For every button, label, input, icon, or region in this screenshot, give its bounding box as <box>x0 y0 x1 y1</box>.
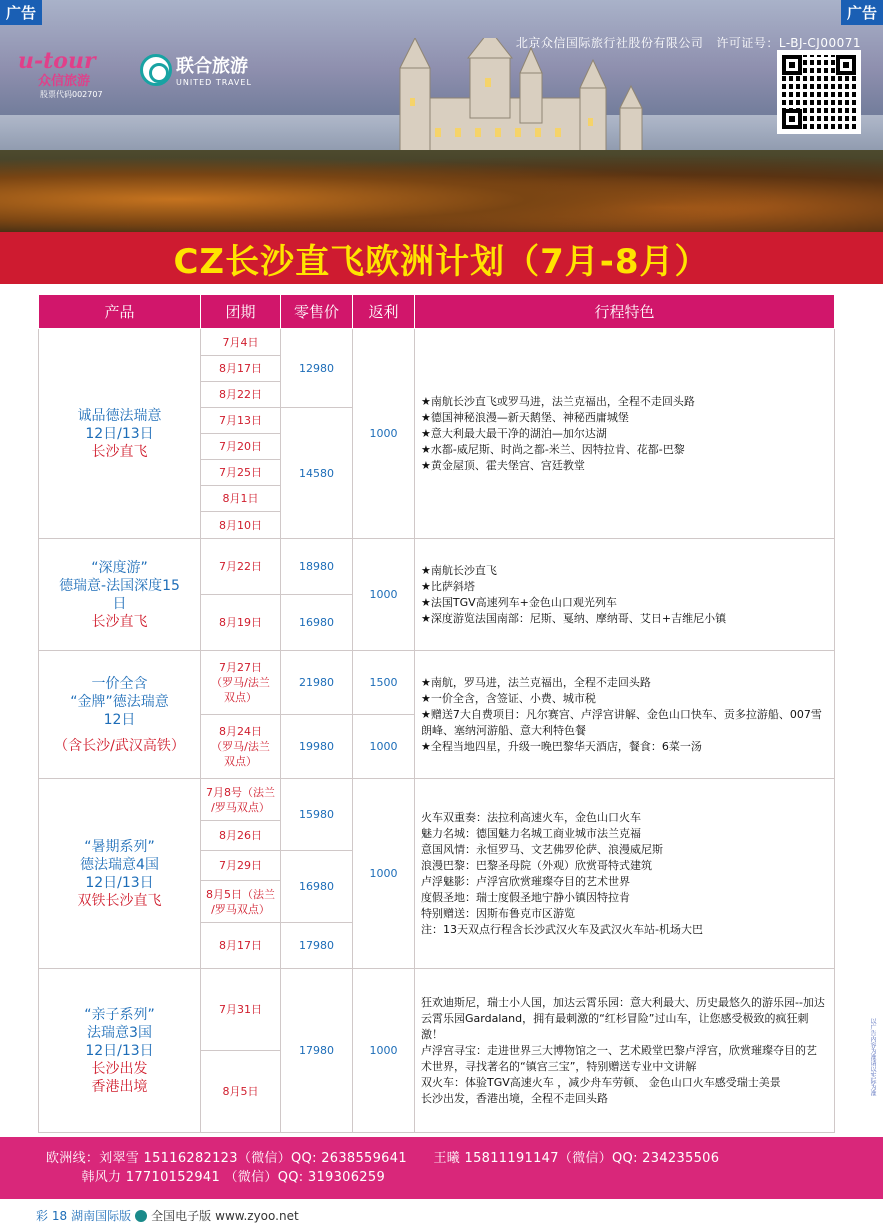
company-info <box>516 34 861 51</box>
price-cell: 17980 <box>281 923 353 969</box>
date-cell: 8月10日 <box>201 512 281 539</box>
features-cell <box>415 539 835 651</box>
product-line-red: 香港出境 <box>91 1078 148 1095</box>
feature-line: 度假圣地：瑞士度假圣地宁静小镇因特拉肯 <box>421 890 630 904</box>
date-cell: 8月5日（法兰 /罗马双点） <box>201 881 281 923</box>
banner-image <box>0 0 883 232</box>
page-number: 彩 18 <box>36 1209 68 1223</box>
feature-line: ★赠送7大自费项目：凡尔赛宫、卢浮宫讲解、金色山口快车、贡多拉游船、007雪朗峰、塞纳河游船、意大利特色餐 <box>421 707 822 737</box>
side-note: 以广告内容为准请以实际为准 <box>869 1018 876 1096</box>
feature-line: ★全程当地四星，升级一晚巴黎华天酒店，餐食：6菜一汤 <box>421 739 702 753</box>
ad-tag-left: 广告 <box>0 0 42 25</box>
header-features: 行程特色 <box>415 295 835 329</box>
edition-name: 湖南国际版 <box>71 1209 132 1223</box>
features-cell <box>415 969 835 1133</box>
ad-tag-right: 广告 <box>841 0 883 25</box>
product-line: 法瑞意3国 <box>87 1024 152 1041</box>
product-line: 12日 <box>103 711 136 728</box>
product-cell <box>39 969 201 1133</box>
date-cell: 7月31日 <box>201 969 281 1051</box>
product-line: 12日/13日 <box>85 425 154 442</box>
product-line: 12日/13日 <box>85 1042 154 1059</box>
feature-line: ★法国TGV高速列车+金色山口观光列车 <box>421 595 617 609</box>
header-rebate: 返利 <box>353 295 415 329</box>
price-cell: 21980 <box>281 651 353 715</box>
feature-line: ★黄金屋顶、霍夫堡宫、宫廷教堂 <box>421 458 585 472</box>
product-line: 一价全含 <box>91 675 148 692</box>
product-line: 德法瑞意4国 <box>80 856 159 873</box>
date-cell: 8月26日 <box>201 821 281 851</box>
feature-line: 浪漫巴黎：巴黎圣母院（外观）欣赏哥特式建筑 <box>421 858 652 872</box>
header-price: 零售价 <box>281 295 353 329</box>
price-cell: 16980 <box>281 595 353 651</box>
product-line: 12日/13日 <box>85 874 154 891</box>
rebate-cell: 1500 <box>353 651 415 715</box>
product-line-red: 长沙出发 <box>91 1060 148 1077</box>
utour-logo-text: u-tour <box>18 48 96 74</box>
feature-line: ★南航，罗马进，法兰克福出，全程不走回头路 <box>421 675 651 689</box>
feature-line: 火车双重奏：法拉利高速火车，金色山口火车 <box>421 810 641 824</box>
product-line-red: （含长沙/武汉高铁） <box>54 737 185 754</box>
date-cell: 7月22日 <box>201 539 281 595</box>
date-cell: 8月22日 <box>201 382 281 408</box>
product-line-red: 双铁长沙直飞 <box>77 892 162 909</box>
rebate-cell: 1000 <box>353 779 415 969</box>
qr-corner <box>782 109 802 129</box>
united-travel-icon <box>140 54 172 86</box>
brand-icon <box>135 1210 147 1222</box>
price-cell: 18980 <box>281 539 353 595</box>
date-cell: 8月17日 <box>201 356 281 382</box>
date-cell: 7月20日 <box>201 434 281 460</box>
table-row <box>39 539 835 595</box>
product-line: “金牌”德法瑞意 <box>70 693 169 710</box>
feature-line: 魅力名城：德国魅力名城工商业城市法兰克福 <box>421 826 641 840</box>
header-dates: 团期 <box>201 295 281 329</box>
product-line: “深度游” <box>91 559 148 576</box>
product-line-red: 长沙直飞 <box>91 613 148 630</box>
feature-line: 卢浮宫寻宝：走进世界三大博物馆之一、艺术殿堂巴黎卢浮宫，欣赏璀璨夺目的艺术世界，寻找著名的“镇宫三宝”，特别赠送专业中文讲解 <box>421 1043 817 1073</box>
feature-line: 长沙出发，香港出境，全程不走回头路 <box>421 1091 608 1105</box>
footer <box>36 1207 299 1224</box>
contact-line: 欧洲线：刘翠雪 15116282123（微信）QQ: 2638559641 王曦 15811191147（微信）QQ: 234235506 <box>46 1151 720 1166</box>
product-line: 诚品德法瑞意 <box>77 407 162 424</box>
product-line: “暑期系列” <box>84 838 155 855</box>
product-line: 日 <box>112 595 127 612</box>
feature-line: ★南航长沙直飞 <box>421 563 497 577</box>
features-cell <box>415 779 835 969</box>
date-cell: 7月4日 <box>201 329 281 356</box>
rebate-cell: 1000 <box>353 539 415 651</box>
date-cell: 7月25日 <box>201 460 281 486</box>
itinerary-table <box>38 294 835 1133</box>
page-title: CZ长沙直飞欧洲计划（7月-8月） <box>173 241 710 282</box>
feature-line: ★一价全含，含签证、小费、城市税 <box>421 691 596 705</box>
utour-logo <box>18 48 103 100</box>
features-cell <box>415 651 835 779</box>
product-cell <box>39 779 201 969</box>
feature-line: 卢浮魅影：卢浮宫欣赏璀璨夺目的艺术世界 <box>421 874 630 888</box>
product-cell <box>39 539 201 651</box>
table-header-row <box>39 295 835 329</box>
date-cell: 7月13日 <box>201 408 281 434</box>
qr-corner <box>836 55 856 75</box>
feature-line: ★水都-威尼斯、时尚之都-米兰、因特拉肯、花都-巴黎 <box>421 442 685 456</box>
contact-line: 韩风力 17710152941 （微信）QQ: 319306259 <box>46 1170 386 1185</box>
price-cell: 12980 <box>281 329 353 408</box>
header-product: 产品 <box>39 295 201 329</box>
united-travel-name: 联合旅游 <box>176 56 248 77</box>
date-cell: 7月29日 <box>201 851 281 881</box>
price-cell: 17980 <box>281 969 353 1133</box>
license-number: 许可证号：L-BJ-CJ00071 <box>716 36 861 50</box>
feature-line: 注：13天双点行程含长沙武汉火车及武汉火车站-机场大巴 <box>421 922 703 936</box>
date-cell: 8月17日 <box>201 923 281 969</box>
qr-corner <box>782 55 802 75</box>
stock-code: 股票代码002707 <box>40 90 103 99</box>
date-cell: 7月8号（法兰 /罗马双点） <box>201 779 281 821</box>
table-row <box>39 969 835 1051</box>
date-cell: 7月27日 （罗马/法兰 双点） <box>201 651 281 715</box>
price-cell: 16980 <box>281 851 353 923</box>
date-cell: 8月24日 （罗马/法兰 双点） <box>201 715 281 779</box>
feature-line: 意国风情：永恒罗马、文艺佛罗伦萨、浪漫威尼斯 <box>421 842 663 856</box>
date-cell: 8月5日 <box>201 1051 281 1133</box>
feature-line: ★德国神秘浪漫—新天鹅堡、神秘西庸城堡 <box>421 410 629 424</box>
site-url[interactable]: www.zyoo.net <box>215 1208 299 1223</box>
rebate-cell: 1000 <box>353 715 415 779</box>
feature-line: 双火车：体验TGV高速火车 ，减少舟车劳顿、 金色山口火车感受瑞士美景 <box>421 1075 781 1089</box>
product-cell <box>39 651 201 779</box>
table-row <box>39 329 835 356</box>
company-name: 北京众信国际旅行社股份有限公司 <box>515 36 704 50</box>
rebate-cell: 1000 <box>353 969 415 1133</box>
united-travel-logo <box>140 52 252 87</box>
feature-line: ★深度游览法国南部：尼斯、戛纳、摩纳哥、艾日+吉维尼小镇 <box>421 611 727 625</box>
product-cell <box>39 329 201 539</box>
united-travel-english: UNITED TRAVEL <box>176 78 252 87</box>
table-row <box>39 779 835 821</box>
brand-name: 全国电子版 <box>151 1209 212 1223</box>
product-line: 德瑞意-法国深度15 <box>59 577 180 594</box>
price-cell: 14580 <box>281 408 353 539</box>
qr-code[interactable] <box>777 50 861 134</box>
feature-line: 特别赠送：因斯布鲁克市区游览 <box>421 906 575 920</box>
contact-bar <box>0 1137 883 1199</box>
feature-line: ★南航长沙直飞或罗马进，法兰克福出，全程不走回头路 <box>421 394 695 408</box>
feature-line: ★意大利最大最干净的湖泊—加尔达湖 <box>421 426 607 440</box>
features-cell <box>415 329 835 539</box>
feature-line: ★比萨斜塔 <box>421 579 475 593</box>
feature-line: 狂欢迪斯尼，瑞士小人国，加达云霄乐园：意大利最大、历史最悠久的游乐园--加达云霄乐园Gardaland，拥有最刺激的“红杉冒险”过山车，让您感受极致的疯狂刺激！ <box>421 995 825 1041</box>
rebate-cell: 1000 <box>353 329 415 539</box>
date-cell: 8月1日 <box>201 486 281 512</box>
product-line-red: 长沙直飞 <box>91 443 148 460</box>
price-cell: 15980 <box>281 779 353 851</box>
date-cell: 8月19日 <box>201 595 281 651</box>
utour-logo-chinese: 众信旅游 <box>38 74 91 89</box>
title-bar <box>0 232 883 284</box>
product-line: “亲子系列” <box>84 1006 155 1023</box>
price-cell: 19980 <box>281 715 353 779</box>
autumn-forest <box>0 150 883 232</box>
table-row <box>39 651 835 715</box>
